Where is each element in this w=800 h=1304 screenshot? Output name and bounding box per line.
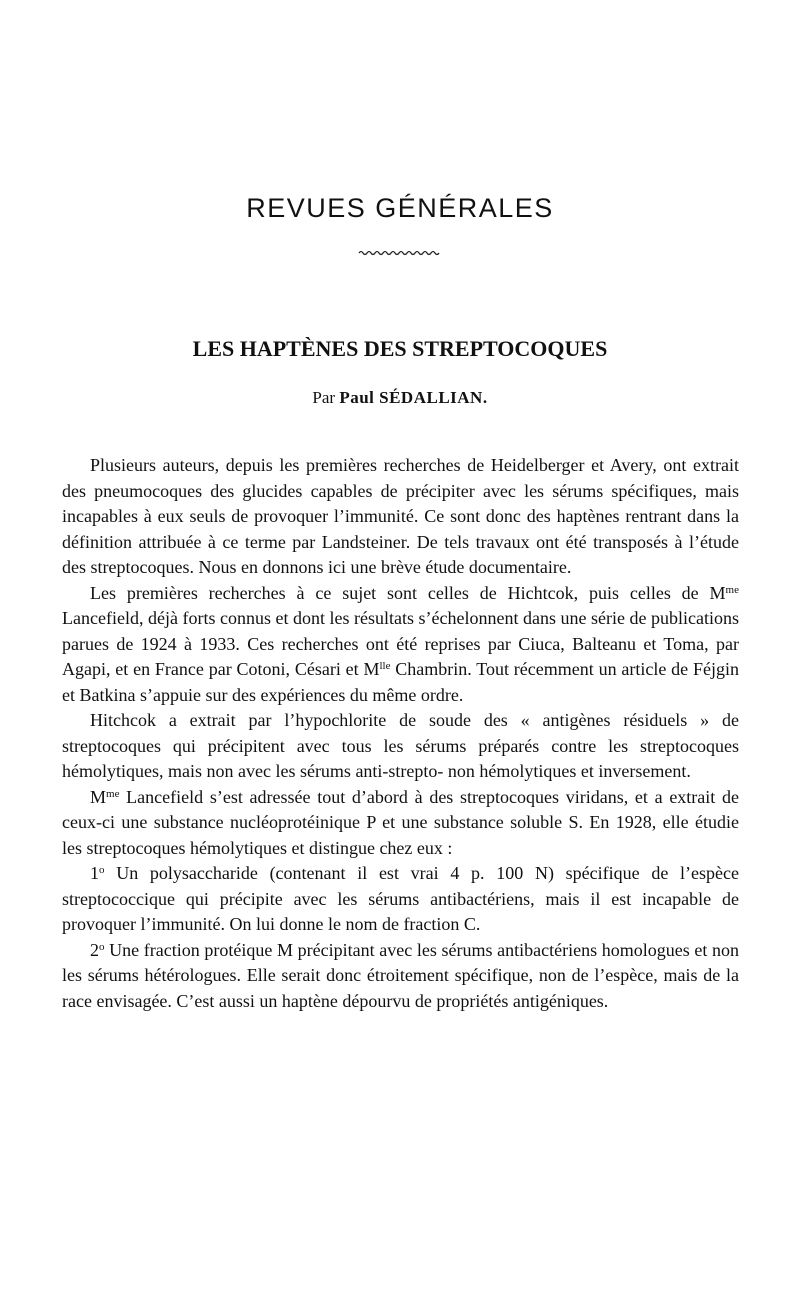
paragraph-text: Lancefield s’est adressée tout d’abord à des streptocoques viridans, et a extrait de ceux-ci une substance nucléoprotéinique P et une substance soluble S. En 1928, elle étudie les streptocoques hémolytiques et distingue chez eux : bbox=[62, 786, 739, 858]
article-title: LES HAPTÈNES DES STREPTOCOQUES bbox=[192, 336, 608, 361]
ornament-divider bbox=[358, 248, 442, 258]
paragraph bbox=[62, 581, 739, 709]
superscript: o bbox=[99, 940, 105, 953]
superscript: lle bbox=[379, 660, 391, 672]
paragraph bbox=[62, 861, 739, 938]
superscript: me bbox=[106, 787, 120, 800]
paragraph-text: 1 bbox=[90, 863, 99, 883]
paragraph-text: Hitchcok a extrait par l’hypochlorite de soude des « antigènes résiduels » de streptocoques qui précipitent avec tous les sérums préparés contre les streptocoques hémolytiques, mais non avec les sérums anti-strepto- non hémolytiques et inversement. bbox=[62, 710, 739, 781]
paragraph bbox=[62, 453, 739, 581]
byline bbox=[0, 388, 800, 408]
section-title: REVUES GÉNÉRALES bbox=[246, 193, 554, 223]
paragraph-text: Une fraction protéique M précipitant avec les sérums antibactériens homologues et non les sérums hétérologues. Elle serait donc étroitement spécifique, non de l’espèce, mais de la race envisagée. C’est aussi un haptène dépourvu de propriétés antigéniques. bbox=[62, 939, 739, 1011]
paragraph-text: Les premières recherches à ce sujet sont celles de Hichtcok, puis celles de M bbox=[90, 582, 726, 603]
superscript: me bbox=[725, 583, 739, 596]
paragraph bbox=[62, 938, 739, 1015]
paragraph bbox=[62, 785, 739, 862]
article-body bbox=[62, 453, 739, 1014]
paragraph-text: Lancefield, déjà forts connus et dont les résultats s’échelonnent dans une série de publications parues de 1924 à 1933. Ces recherches ont été reprises par Ciuca, Balteanu et Toma, par Agapi, et en France par Cotoni, Césari et M bbox=[62, 608, 739, 679]
byline-prefix: Par bbox=[312, 388, 336, 407]
paragraph-text: Plusieurs auteurs, depuis les premières recherches de Heidelberger et Avery, ont extrait des pneumocoques des glucides capables de précipiter avec les sérums spécifiques, mais incapables à eux seuls de provoquer l’immunité. Ce sont donc des haptènes rentrant dans la définition attribuée à ce terme par Landsteiner. De tels travaux ont été transposés à l’étude des streptocoques. Nous en donnons ici une brève étude documentaire. bbox=[62, 455, 739, 577]
paragraph-text: 2 bbox=[90, 939, 99, 960]
paragraph-text: M bbox=[90, 786, 107, 807]
paragraph-text: Un polysaccharide (contenant il est vrai 4 p. 100 N) spécifique de l’espèce streptococcique qui précipite avec les sérums antibactériens, mais il est incapable de provoquer l’immunité. On lui donne le nom de fraction C. bbox=[62, 863, 739, 934]
superscript: o bbox=[99, 864, 105, 876]
byline-author: Paul SÉDALLIAN. bbox=[339, 388, 488, 407]
paragraph-text: Chambrin. Tout récemment un article de Féjgin et Batkina s’appuie sur des expériences du même ordre. bbox=[62, 659, 739, 705]
paragraph bbox=[62, 708, 739, 785]
